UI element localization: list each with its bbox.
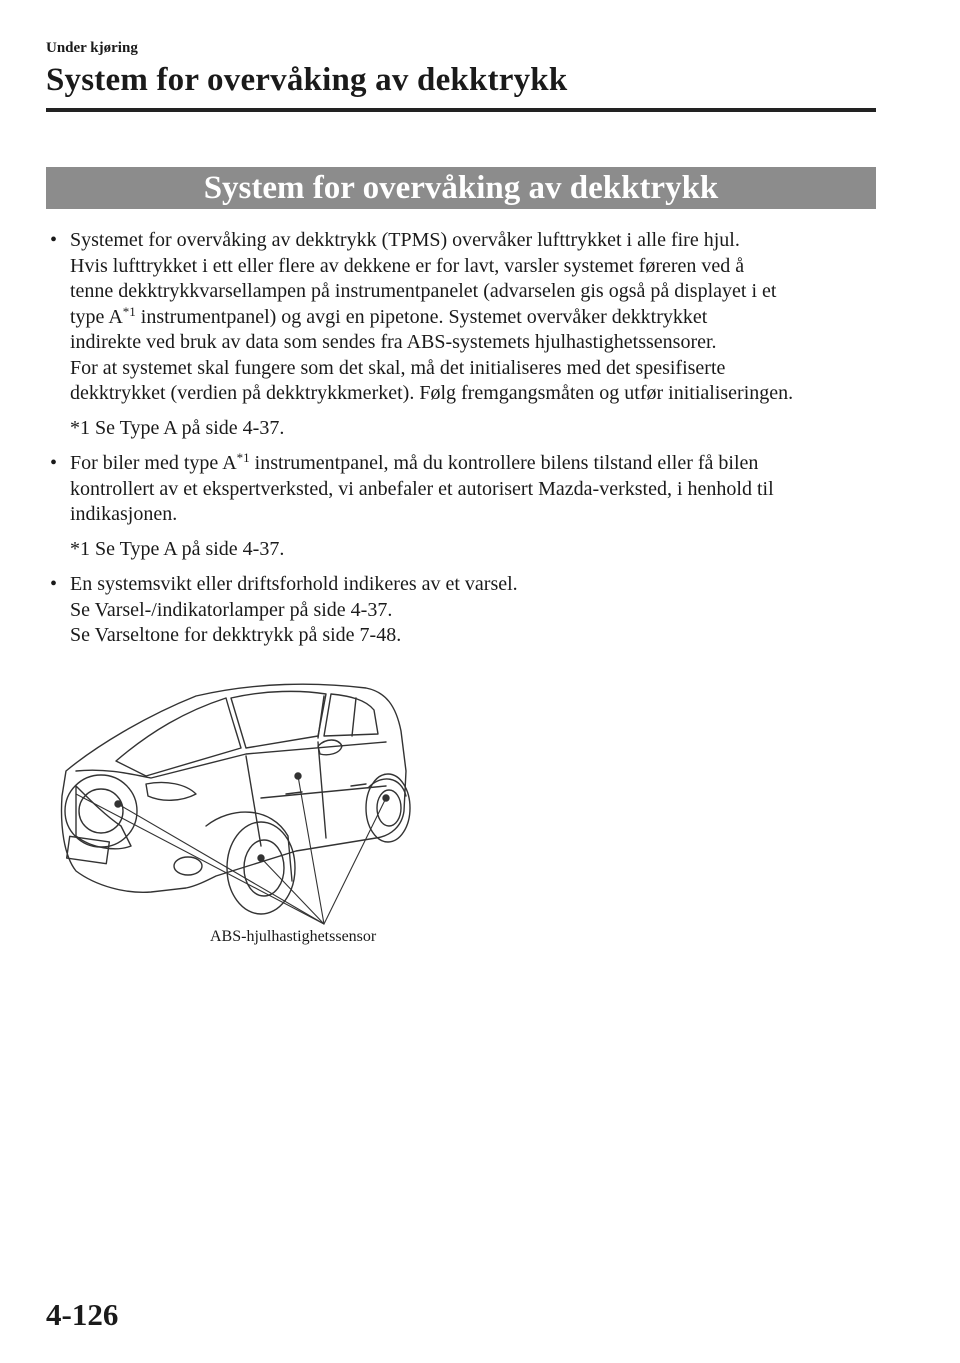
bullet-line: indikasjonen. [70, 503, 178, 525]
section-banner [46, 167, 876, 209]
license-plate [67, 836, 110, 863]
bullet-item [50, 228, 880, 407]
bullet-text: For biler med type A [70, 452, 237, 474]
car-illustration-icon [56, 676, 426, 951]
bullet-line: For at systemet skal fungere som det skal, må det initialiseres med det spesifiserte [70, 356, 726, 379]
bullet-line: tenne dekktrykkvarsellampen på instrumentpanelet (advarselen gis også på displayet i et [70, 280, 777, 302]
header-divider [46, 108, 876, 112]
bullet-line [70, 305, 880, 331]
section-title: System for overvåking av dekktrykk [203, 169, 719, 206]
front-right-wheel [227, 822, 295, 914]
sensor-leader-lines [76, 776, 386, 924]
bullet-line: dekktrykket (verdien på dekktrykkmerket). Følg fremgangsmåten og utfør initialiseringen. [70, 382, 794, 404]
bullet-line: Se Varsel-/indikatorlamper på side 4-37. [70, 598, 393, 621]
bullet-text: instrumentpanel) og avgi en pipetone. Systemet overvåker dekktrykket [135, 305, 708, 328]
bullet-line: Hvis lufttrykket i ett eller flere av dekkene er for lavt, varsler systemet føreren ved å [70, 254, 745, 277]
rear-right-wheel [366, 774, 410, 842]
side-window-front [231, 691, 326, 748]
bullet-line: indirekte ved bruk av data som sendes fra ABS-systemets hjulhastighetssensorer. [70, 331, 717, 353]
bullet-line: Systemet for overvåking av dekktrykk (TPMS) overvåker lufttrykket i alle fire hjul. [70, 229, 740, 251]
windshield [116, 698, 241, 776]
page-number: 4-126 [46, 1297, 119, 1332]
bullet-item [50, 572, 880, 649]
hood-line [76, 742, 386, 778]
footnote-marker: *1 [122, 303, 136, 319]
page-title: System for overvåking av dekktrykk [46, 62, 568, 98]
bullet-symbol: • [50, 452, 58, 474]
chapter-label: Under kjøring [46, 40, 138, 56]
bullet-symbol: • [50, 573, 58, 595]
footnote-marker: *1 [236, 450, 250, 465]
bullet-line: En systemsvikt eller driftsforhold indikeres av et varsel. [70, 573, 518, 595]
bullet-text: instrumentpanel, må du kontrollere bilens tilstand eller få bilen [249, 452, 759, 474]
bullet-line: kontrollert av et ekspertverksted, vi anbefaler et autorisert Mazda-verksted, i henhold til [70, 477, 774, 500]
bullet-line: Se Varseltone for dekktrykk på side 7-48. [70, 624, 402, 646]
bullet-line [70, 451, 880, 477]
content-body [50, 228, 880, 649]
fog-light [174, 857, 202, 875]
bullet-symbol: • [50, 229, 58, 251]
footnote: *1 Se Type A på side 4-37. [70, 537, 285, 560]
figure-caption: ABS-hjulhastighetssensor [210, 928, 377, 945]
type-a-text: type A [70, 305, 123, 328]
front-right-wheel-arch [206, 812, 292, 881]
side-window-rear [324, 694, 378, 736]
bullet-item [50, 451, 880, 528]
footnote: *1 Se Type A på side 4-37. [70, 416, 285, 439]
headlight [146, 782, 196, 800]
